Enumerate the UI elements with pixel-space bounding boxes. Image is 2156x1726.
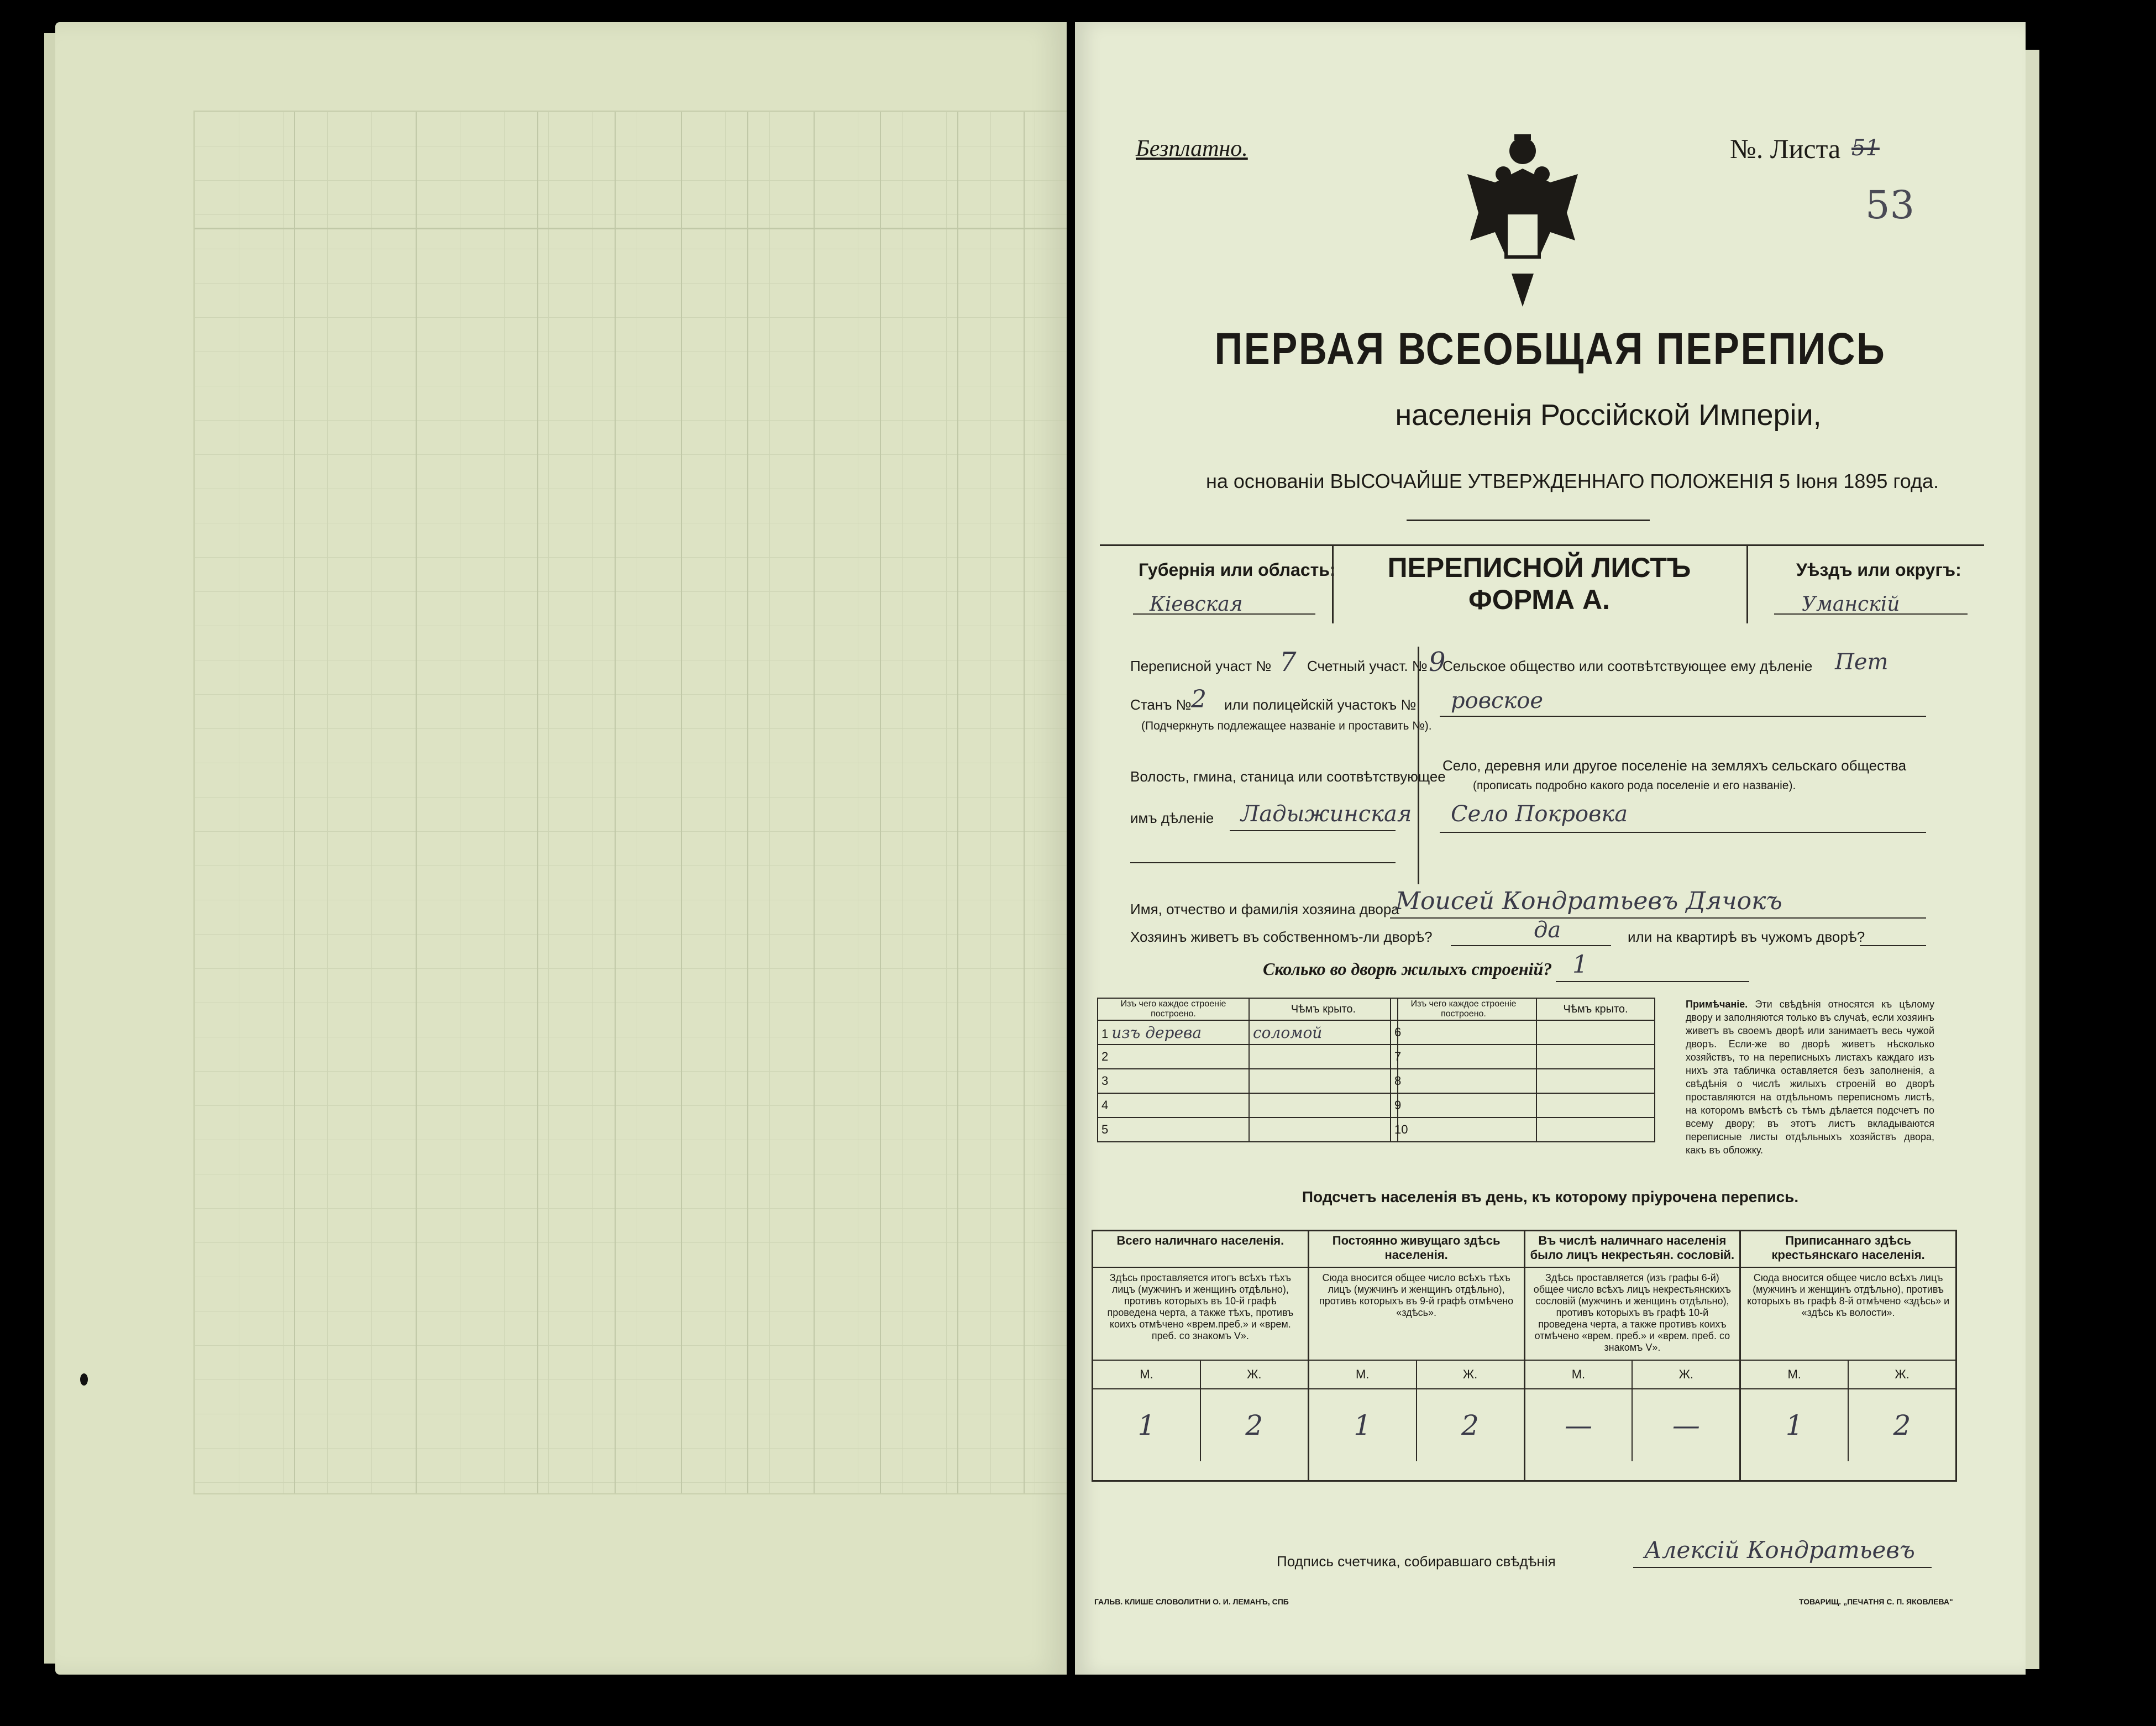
free-label: Безплатно. — [1136, 136, 1248, 161]
total-zh-value: 2 — [1245, 1409, 1263, 1441]
non-peasant-zh-value: — — [1672, 1409, 1700, 1441]
lives-label: Хозяинъ живетъ въ собственномъ-ли дворѣ? — [1130, 928, 1433, 945]
col-material: Изъ чего каждое строеніе построено. — [1098, 998, 1249, 1020]
village-note: (прописать подробно какого рода поселеніе и его названіе). — [1473, 779, 1796, 792]
non-peasant-m-value: — — [1525, 1389, 1633, 1461]
count-section-label: Счетный участ. № — [1307, 658, 1428, 674]
signature-value: Алексій Кондратьевъ — [1644, 1536, 1915, 1564]
owner-label: Имя, отчество и фамилія хозяина двора — [1130, 901, 1399, 917]
building-row: 4 — [1098, 1093, 1398, 1118]
sheet-number-value: 51 — [1851, 135, 1880, 161]
building-row: 10 — [1391, 1118, 1655, 1142]
row-1-material: изъ дерева — [1111, 1023, 1202, 1042]
count-col-peasant: Приписаннаго здѣсь крестьянскаго населенія. Сюда вносится общее число всѣхъ лицъ (мужчинъ и женщинъ отдѣльно), противъ которыхъ въ графѣ 8-й отмѣчено «здѣсь» и «здѣсь къ волости». М. Ж. 1 2 — [1741, 1231, 1955, 1480]
underline-note: (Подчеркнуть подлежащее названіе и проставить №). — [1141, 720, 1432, 732]
buildings-value: 1 — [1572, 951, 1588, 979]
buildings-table-right: Изъ чего каждое строеніе построено. Чѣмъ крыто. 6 7 8 9 10 — [1390, 998, 1655, 1142]
building-row: 5 — [1098, 1118, 1398, 1142]
building-row: 8 — [1391, 1069, 1655, 1093]
society-value-1: Пет — [1835, 649, 1889, 675]
census-form-page — [1075, 22, 2026, 1675]
building-row: 7 — [1391, 1045, 1655, 1069]
sheet-title: ПЕРЕПИСНОЙ ЛИСТЪ — [1387, 552, 1691, 583]
volost-label-2: имъ дѣленіе — [1130, 810, 1214, 826]
building-row: 9 — [1391, 1093, 1655, 1118]
form-header-box — [1100, 544, 1984, 623]
village-value: Село Покровка — [1451, 801, 1628, 827]
basis-line: на основаніи ВЫСОЧАЙШЕ УТВЕРЖДЕННАГО ПОЛОЖЕНІЯ 5 Іюня 1895 года. — [1205, 470, 1939, 492]
building-row: 3 — [1098, 1069, 1398, 1093]
count-col-total: Всего наличнаго населенія. Здѣсь проставляется итогъ всѣхъ тѣхъ лицъ (мужчинъ и женщинъ отдѣльно), противъ которыхъ въ 10-й графѣ проведена черта, а также тѣхъ, противъ коихъ отмѣчено «врем.преб.» и «врем. преб. со знакомъ V». М. Ж. 1 2 — [1093, 1231, 1309, 1480]
double-headed-eagle-emblem — [1462, 130, 1583, 312]
printer-left: ГАЛЬВ. КЛИШЕ СЛОВОЛИТНИ О. И. ЛЕМАНЪ, СПБ — [1094, 1597, 1289, 1606]
province-label: Губернія или область: — [1139, 560, 1336, 580]
sheet-form: ФОРМА А. — [1468, 584, 1610, 615]
volost-value: Ладыжинская — [1241, 801, 1412, 827]
sheet-number-label: №. Листа — [1730, 133, 1841, 164]
total-m-value: 1 — [1093, 1389, 1201, 1461]
buildings-note: Примѣчаніе. Эти свѣдѣнія относятся къ цѣлому двору и заполняются только въ случаѣ, если хозяинъ живетъ въ своемъ дворѣ или занимаетъ весь чужой дворъ. Если-же во дворѣ живетъ нѣсколько хозяйствъ, то на переписныхъ листахъ каждаго изъ нихъ эта табличка оставляется безъ заполненія, а свѣдѣнія о числѣ жилыхъ строеній во дворѣ проставляются на отдѣльномъ переписномъ листѣ, на которомъ вмѣстѣ съ тѣмъ дѣлается подсчетъ по всему двору; въ этотъ листъ вкладываются переписные листы отдѣльныхъ хозяйствъ двора, какъ въ обложку. — [1686, 999, 1934, 1156]
building-row: 2 — [1098, 1045, 1398, 1069]
signature-label: Подпись счетчика, собиравшаго свѣдѣнія — [1277, 1553, 1556, 1570]
apartment-label: или на квартирѣ въ чужомъ дворѣ? — [1628, 928, 1865, 945]
buildings-table-left — [1097, 998, 1398, 1142]
left-page — [55, 22, 1067, 1675]
stan-label: Станъ № — [1130, 696, 1192, 713]
permanent-zh-value: 2 — [1461, 1409, 1479, 1441]
count-col-non-peasant: Въ числѣ наличнаго населенія было лицъ некрестьян. сословій. Здѣсь проставляется (изъ графы 6-й) общее число всѣхъ лицъ некрестьянскихъ сословій (мужчинъ и женщинъ отдѣльно), противъ которыхъ въ графѣ 10-й проведена черта, а также противъ коихъ отмѣчено «врем. преб.» и «врем. преб. со знакомъ V». М. Ж. — — — [1525, 1231, 1741, 1480]
police-label: или полицейскій участокъ № — [1224, 696, 1417, 713]
province-value: Кіевская — [1150, 593, 1243, 616]
binding-hole — [80, 1373, 88, 1386]
volost-label: Волость, гмина, станица или соотвѣтствующее — [1130, 768, 1446, 785]
count-section-value: 9 — [1429, 647, 1446, 678]
owner-value: Моисей Кондратьевъ Дячокъ — [1396, 887, 1782, 915]
peasant-m-value: 1 — [1741, 1389, 1849, 1461]
lives-value: да — [1534, 917, 1561, 943]
count-title: Подсчетъ населенія въ день, къ которому пріурочена перепись. — [1302, 1188, 1799, 1205]
sheet-number-pencil: 53 — [1865, 182, 1915, 228]
census-section-value: 7 — [1279, 647, 1297, 678]
peasant-zh-value: 2 — [1893, 1409, 1911, 1441]
village-label: Село, деревня или другое поселеніе на земляхъ сельскаго общества — [1442, 757, 1907, 774]
stan-value: 2 — [1191, 685, 1206, 714]
building-row: 1 изъ дерева соломой — [1098, 1020, 1398, 1045]
row-1-roof: соломой — [1249, 1020, 1398, 1045]
district-value: Уманскій — [1802, 593, 1900, 616]
permanent-m-value: 1 — [1309, 1389, 1417, 1461]
right-page-edge — [2026, 50, 2039, 1669]
main-title: ПЕРВАЯ ВСЕОБЩАЯ ПЕРЕПИСЬ — [1214, 324, 1886, 374]
ornament-divider — [1407, 520, 1650, 521]
district-label: Уѣздъ или округъ: — [1796, 560, 1961, 580]
population-count-table — [1092, 1230, 1957, 1482]
society-label: Сельское общество или соотвѣтствующее ему дѣленіе — [1442, 658, 1813, 674]
subtitle: населенія Россійской Имперіи, — [1395, 398, 1822, 432]
society-value-2: ровское — [1451, 688, 1544, 714]
building-row: 6 — [1391, 1020, 1655, 1045]
col-roof: Чѣмъ крыто. — [1249, 998, 1398, 1020]
printer-right: ТОВАРИЩ. „ПЕЧАТНЯ С. П. ЯКОВЛЕВА" — [1799, 1597, 1953, 1606]
count-col-permanent: Постоянно живущаго здѣсь населенія. Сюда вносится общее число всѣхъ тѣхъ лицъ (мужчинъ и женщинъ отдѣльно), противъ которыхъ въ 9-й графѣ отмѣчено «здѣсь». М. Ж. 1 2 — [1309, 1231, 1525, 1480]
bleed-through-grid — [193, 111, 1067, 1494]
buildings-label: Сколько во дворѣ жилыхъ строеній? — [1263, 959, 1552, 979]
census-section-label: Переписной участ № — [1130, 658, 1272, 674]
